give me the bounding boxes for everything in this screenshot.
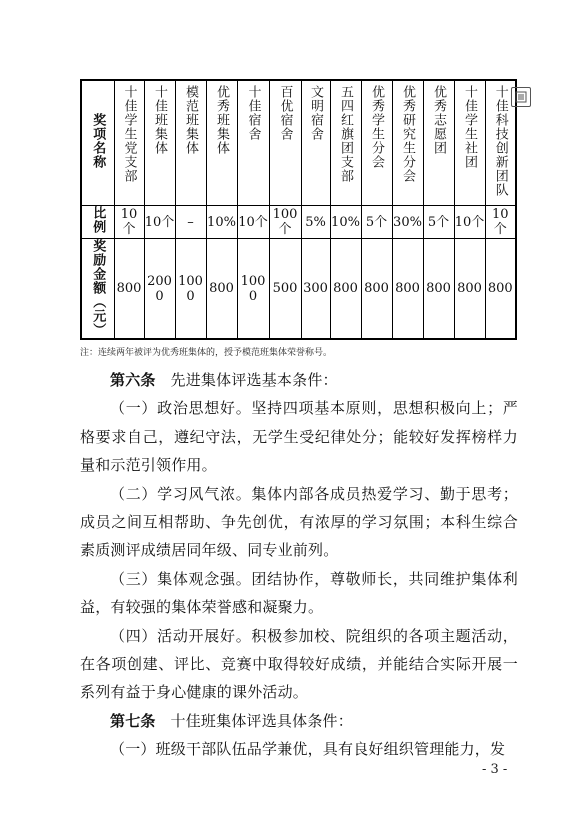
table-footnote: 注：连续两年被评为优秀班集体的，授予模范班集体荣誉称号。 [80,348,333,358]
award-amount-cell: 300 [301,239,330,340]
award-amount-cell: 800 [361,239,392,340]
award-ratio-cell: 10个 [144,206,175,239]
award-name-cell: 十佳学生党支部 [114,80,144,206]
article-6-heading [80,366,518,394]
award-name-cell: 优秀班集体 [206,80,237,206]
row-header-amount: 奖励金额（元） [81,239,114,340]
article-6-number: 第六条 [110,371,156,389]
award-name-cell: 优秀学生分会 [361,80,392,206]
award-amount-cell: 800 [330,239,361,340]
article-6-item-4: （四）活动开展好。积极参加校、院组织的各项主题活动，在各项创建、评比、竞赛中取得较好成绩，并能结合实际开展一系列有益于身心健康的课外活动。 [80,626,518,702]
award-name-cell: 优秀志愿团 [423,80,454,206]
award-ratio-cell: 5个 [423,206,454,239]
award-ratio-cell: 10% [330,206,361,239]
award-amount-cell: 800 [206,239,237,340]
award-ratio-cell: 10个 [454,206,485,239]
award-ratio-cell: – [175,206,206,239]
page-number: - 3 - [482,762,508,777]
award-ratio-cell: 10% [206,206,237,239]
article-6-item-3: （三）集体观念强。团结协作，尊敬师长，共同维护集体利益，有较强的集体荣誉感和凝聚力。 [80,569,518,617]
print-icon[interactable] [511,87,531,107]
award-amount-cell: 800 [485,239,516,340]
award-name-cell: 十佳学生社团 [454,80,485,206]
award-ratio-cell: 10个 [485,206,516,239]
award-ratio-cell: 10个 [237,206,269,239]
award-amount-cell: 800 [114,239,144,340]
award-amount-cell: 1000 [237,239,269,340]
award-name-cell: 十佳科技创新团队 [485,80,516,206]
article-7-heading [80,707,518,735]
row-header-ratio: 比例 [81,206,114,239]
article-6-title: 先进集体评选基本条件： [170,371,338,389]
award-table [80,79,517,340]
award-ratio-cell: 100个 [269,206,301,239]
award-name-row [81,80,516,206]
award-ratio-cell: 5个 [361,206,392,239]
article-7-number: 第七条 [110,711,156,730]
amount-row [81,239,516,340]
award-amount-cell: 1000 [175,239,206,340]
award-ratio-cell: 10个 [114,206,144,239]
award-name-cell: 十佳宿舍 [237,80,269,206]
award-name-cell: 五四红旗团支部 [330,80,361,206]
award-ratio-cell: 30% [392,206,423,239]
row-header-award-name: 奖项名称 [81,80,114,206]
award-name-cell: 优秀研究生分会 [392,80,423,206]
article-7-title: 十佳班集体评选具体条件： [170,711,353,730]
award-amount-cell: 800 [423,239,454,340]
award-name-cell: 模范班集体 [175,80,206,206]
article-7-item-1: （一）班级干部队伍品学兼优，具有良好组织管理能力，发 [110,740,506,759]
article-6-item-2: （二）学习风气浓。集体内部各成员热爱学习、勤于思考；成员之间互相帮助、争先创优，有浓厚的学习氛围；本科生综合素质测评成绩居同年级、同专业前列。 [80,484,518,560]
award-amount-cell: 2000 [144,239,175,340]
award-ratio-cell: 5% [301,206,330,239]
ratio-row [81,206,516,239]
body-text [80,366,518,764]
award-amount-cell: 800 [454,239,485,340]
award-amount-cell: 800 [392,239,423,340]
award-amount-cell: 500 [269,239,301,340]
award-name-cell: 百优宿舍 [269,80,301,206]
award-name-cell: 十佳班集体 [144,80,175,206]
article-6-item-1: （一）政治思想好。坚持四项基本原则，思想积极向上；严格要求自己，遵纪守法，无学生受纪律处分；能较好发挥榜样力量和示范引领作用。 [80,399,518,475]
award-name-cell: 文明宿舍 [301,80,330,206]
